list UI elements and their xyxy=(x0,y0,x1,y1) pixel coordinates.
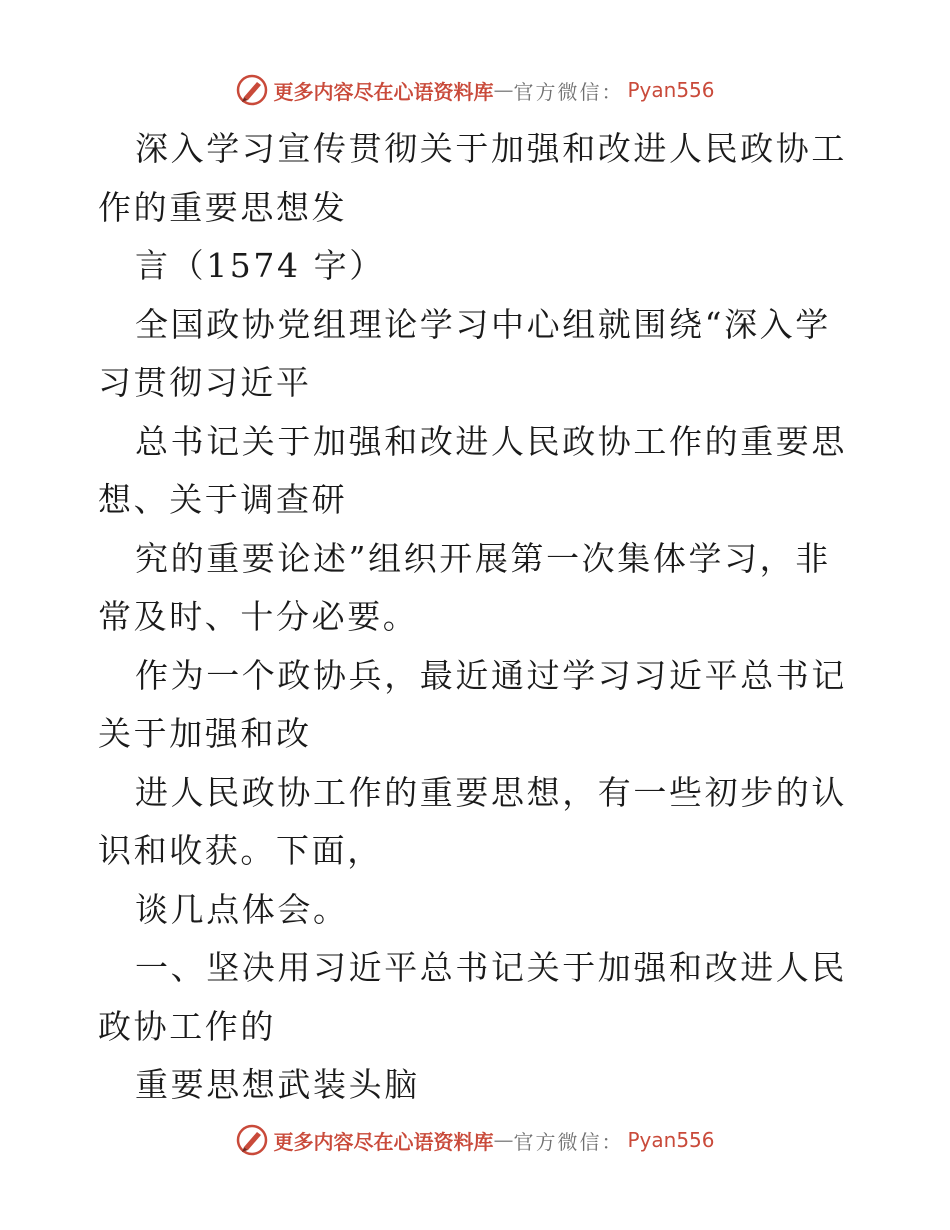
header-dash: — xyxy=(493,78,514,102)
body-paragraph: 作为一个政协兵，最近通过学习习近平总书记关于加强和改 xyxy=(98,655,847,753)
header-wechat-label: 官方微信： xyxy=(513,79,624,104)
body-paragraph: 谈几点体会。 xyxy=(135,889,349,929)
page-footer-banner xyxy=(0,1120,950,1160)
footer-wechat-id: Pyan556 xyxy=(627,1128,715,1152)
page-header-banner xyxy=(0,70,950,110)
document-title-wordcount: 言（1574 字） xyxy=(135,246,385,285)
pen-circle-logo-icon xyxy=(235,73,269,107)
header-wechat-id: Pyan556 xyxy=(627,78,715,102)
body-paragraph: 进人民政协工作的重要思想，有一些初步的认识和收获。下面， xyxy=(98,772,847,870)
document-title: 深入学习宣传贯彻关于加强和改进人民政协工作的重要思想发 xyxy=(98,129,847,227)
body-paragraph: 究的重要论述”组织开展第一次集体学习，非常及时、十分必要。 xyxy=(98,538,831,636)
pen-circle-logo-icon xyxy=(235,1123,269,1157)
body-paragraph: 总书记关于加强和改进人民政协工作的重要思想、关于调查研 xyxy=(98,421,847,519)
footer-brand-text: 更多内容尽在心语资料库 xyxy=(273,1129,494,1154)
body-paragraph: 全国政协党组理论学习中心组就围绕“深入学习贯彻习近平 xyxy=(98,304,831,402)
section-heading-continued: 重要思想武装头脑 xyxy=(135,1065,420,1104)
document-body xyxy=(98,120,858,1115)
header-brand-text: 更多内容尽在心语资料库 xyxy=(273,79,494,104)
section-heading: 一、坚决用习近平总书记关于加强和改进人民政协工作的 xyxy=(98,948,847,1046)
footer-dash: — xyxy=(493,1128,514,1152)
footer-wechat-label: 官方微信： xyxy=(513,1129,624,1154)
